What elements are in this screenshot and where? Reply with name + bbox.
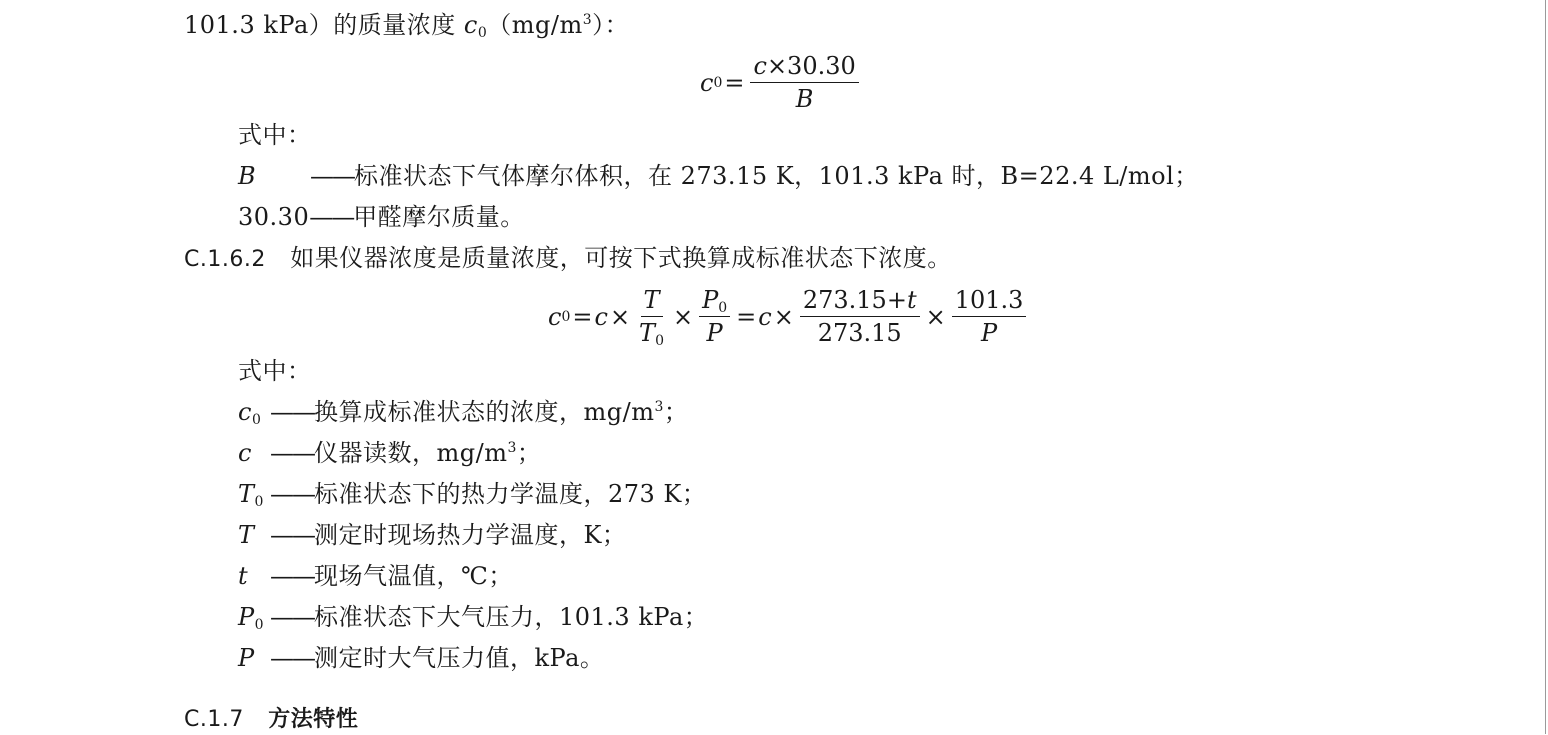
section-number: C.1.6.2	[184, 247, 266, 272]
formula2-lhs: c	[548, 302, 562, 331]
formula1-eq: =	[724, 68, 745, 97]
formula2-frac-temp	[800, 286, 920, 347]
section-c17	[184, 703, 358, 735]
formula2-eq2: =	[736, 302, 757, 331]
def-row-molar-mass	[238, 202, 525, 232]
intro-line	[184, 10, 629, 40]
def-dash: ——	[270, 603, 314, 631]
def-tail: ；	[663, 398, 689, 426]
def-text: 标准状态下的热力学温度，273 K；	[314, 480, 707, 508]
def-dash: ——	[270, 439, 314, 467]
def-symbol: c	[238, 439, 252, 467]
def-symbol: 30.30	[238, 203, 310, 231]
intro-var: c	[463, 11, 478, 39]
formula2-frac-p-num-var: P	[702, 286, 719, 314]
formula2-c1: c	[594, 302, 608, 331]
def-row-b	[238, 161, 1199, 191]
formula1-num-var: c	[753, 52, 767, 80]
def-symbol: T	[238, 521, 255, 549]
def-dash: ——	[309, 203, 354, 231]
def-text: 仪器读数，mg/m	[314, 439, 508, 467]
formula2-frac-t-num: T	[641, 286, 663, 317]
section-number: C.1.7	[184, 707, 244, 732]
formula-2: c 0 = c × $\frac{T}{T_0}$ × $\frac{P_0}{P}$ = c × $\frac{273.15+t}{273.15}$ × $\frac{101.3}{P}$	[548, 286, 1030, 347]
def-symbol: B	[238, 162, 257, 190]
def-sup: 3	[654, 399, 664, 415]
intro-unit-sup: 3	[582, 12, 593, 28]
def-row-p	[238, 643, 604, 673]
formula2-times-1: ×	[609, 302, 631, 331]
def-dash: ——	[270, 644, 314, 672]
formula1-denominator: B	[795, 85, 814, 113]
formula1-fraction	[750, 52, 858, 113]
def-text: 现场气温值，℃；	[314, 562, 513, 590]
section-title: 方法特性	[268, 707, 359, 732]
def-text: 标准状态下大气压力，101.3 kPa；	[314, 603, 709, 631]
section-c162	[184, 243, 952, 275]
def-row-t0	[238, 479, 706, 509]
def-text: 测定时大气压力值，kPa。	[314, 644, 605, 672]
def-symbol: P	[238, 603, 255, 631]
where-label-1: 式中：	[238, 121, 312, 149]
def-symbol: P	[238, 644, 255, 672]
def-row-c0	[238, 397, 688, 427]
section-text: 如果仪器浓度是质量浓度，可按下式换算成标准状态下浓度。	[290, 244, 952, 272]
page-edge-border	[1545, 0, 1546, 734]
formula2-times-2: ×	[672, 302, 694, 331]
formula2-frac-p-num-sub: 0	[718, 300, 728, 316]
def-row-t-lower	[238, 561, 513, 591]
formula2-times-3: ×	[773, 302, 794, 331]
formula2-times-4: ×	[925, 302, 946, 331]
def-text: 甲醛摩尔质量。	[353, 203, 525, 231]
where-label-2: 式中：	[238, 357, 312, 385]
formula2-frac-p-den: P	[706, 319, 723, 347]
def-row-t-upper	[238, 520, 626, 550]
formula2-frac-t-den	[636, 317, 667, 347]
formula2-c2: c	[758, 302, 772, 331]
def-symbol-sub: 0	[254, 617, 265, 633]
formula2-frac-p	[699, 286, 730, 347]
def-dash: ——	[270, 480, 314, 508]
formula-1: c 0 = $\frac{c\times 30.30}{B}$	[700, 52, 863, 113]
def-sup: 3	[507, 440, 517, 456]
def-dash: ——	[270, 562, 314, 590]
def-dash: ——	[270, 398, 314, 426]
def-tail: ；	[516, 439, 542, 467]
formula2-frac-t-den-var: T	[639, 319, 656, 347]
formula1-numerator	[750, 52, 858, 83]
intro-unit-close: ）：	[592, 11, 630, 39]
def-dash: ——	[270, 521, 314, 549]
formula2-frac-press	[952, 286, 1027, 347]
def-dash: ——	[310, 162, 354, 190]
intro-text: 101.3 kPa）的质量浓度	[184, 11, 464, 39]
formula2-frac-temp-num	[800, 286, 920, 317]
def-row-p0	[238, 602, 708, 632]
def-symbol-sub: 0	[254, 494, 264, 510]
def-symbol: T	[238, 480, 255, 508]
def-text: 标准状态下气体摩尔体积，在 273.15 K，101.3 kPa 时，B=22.4 L/mol；	[354, 162, 1199, 190]
def-symbol: t	[238, 562, 249, 590]
formula2-frac-temp-den: 273.15	[817, 319, 902, 347]
formula2-frac-press-num: 101.3	[952, 286, 1027, 317]
intro-var-sub: 0	[477, 25, 488, 41]
def-text: 测定时现场热力学温度，K；	[314, 521, 627, 549]
formula2-frac-p-num	[699, 286, 730, 317]
def-symbol-sub: 0	[251, 412, 262, 428]
intro-unit: （mg/m	[487, 11, 583, 39]
def-text: 换算成标准状态的浓度，mg/m	[314, 398, 655, 426]
formula2-frac-t-den-sub: 0	[655, 333, 664, 349]
formula2-frac-t	[636, 286, 667, 347]
formula1-num-rest: ×30.30	[766, 52, 856, 80]
formula1-lhs: c	[700, 68, 714, 97]
formula2-eq1: =	[572, 302, 593, 331]
formula2-frac-press-den: P	[980, 319, 998, 347]
def-row-c	[238, 438, 541, 468]
formula2-frac-temp-num-text: 273.15+	[802, 286, 907, 314]
formula2-frac-temp-num-var: t	[906, 286, 917, 314]
def-symbol: c	[238, 398, 252, 426]
